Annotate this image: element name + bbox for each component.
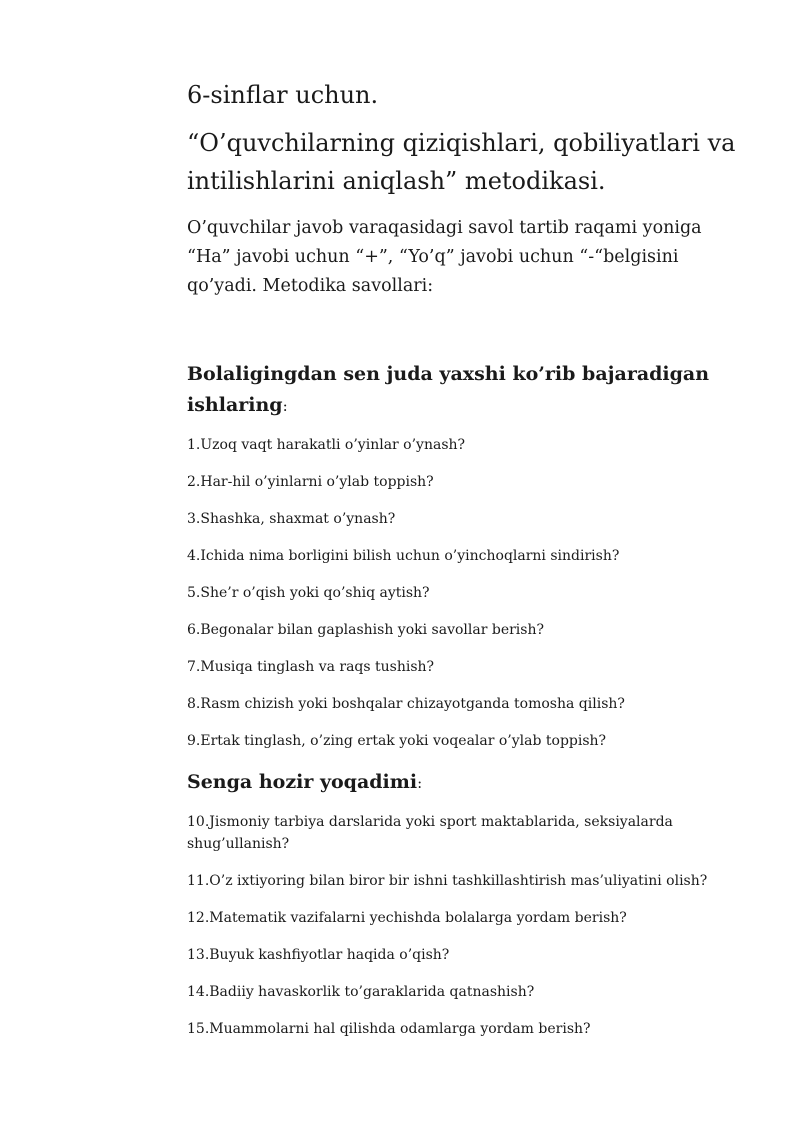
section-heading-colon: :: [417, 774, 423, 792]
question-item: 9.Ertak tinglash, o’zing ertak yoki voqealar o’ylab toppish?: [187, 733, 607, 749]
section-heading: [187, 359, 747, 422]
question-item: 7.Musiqa tinglash va raqs tushish?: [187, 659, 435, 675]
grade-title: 6-sinflar uchun.: [187, 81, 379, 109]
question-item: 15.Muammolarni hal qilishda odamlarga yordam berish?: [187, 1021, 591, 1037]
question-item: 12.Matematik vazifalarni yechishda bolalarga yordam berish?: [187, 910, 627, 926]
section-heading-colon: :: [282, 397, 288, 415]
section-heading: [187, 767, 747, 799]
intro-paragraph: O’quvchilar javob varaqasidagi savol tartib raqami yoniga “Ha” javobi uchun “+”, “Yo’q” javobi uchun “-“belgisini qo’yadi. Metodika savollari:: [187, 218, 702, 296]
question-item: 11.O’z ixtiyoring bilan biror bir ishni tashkillashtirish mas’uliyatini olish?: [187, 873, 708, 889]
section-heading-text: Senga hozir yoqadimi: [187, 771, 418, 793]
section-childhood: [187, 359, 747, 752]
question-item: 2.Har-hil o’yinlarni o’ylab toppish?: [187, 474, 434, 490]
question-item: 8.Rasm chizish yoki boshqalar chizayotganda tomosha qilish?: [187, 696, 625, 712]
method-title: “O’quvchilarning qiziqishlari, qobiliyatlari va intilishlarini aniqlash” metodikasi.: [187, 129, 736, 195]
section-current-interests: [187, 767, 747, 1040]
question-item: 10.Jismoniy tarbiya darslarida yoki sport maktablarida, seksiyalarda shug’ullanish?: [187, 814, 673, 852]
document-page: [187, 78, 747, 1055]
question-item: 1.Uzoq vaqt harakatli o’yinlar o’ynash?: [187, 437, 466, 453]
section-heading-text: Bolaligingdan sen juda yaxshi ko’rib bajaradigan ishlaring: [187, 363, 710, 416]
question-item: 13.Buyuk kashfiyotlar haqida o’qish?: [187, 947, 450, 963]
question-list: [187, 434, 747, 752]
question-item: 5.She’r o’qish yoki qo’shiq aytish?: [187, 585, 430, 601]
question-item: 14.Badiiy havaskorlik to’garaklarida qatnashish?: [187, 984, 535, 1000]
question-item: 6.Begonalar bilan gaplashish yoki savollar berish?: [187, 622, 544, 638]
question-item: 3.Shashka, shaxmat o’ynash?: [187, 511, 396, 527]
question-list: [187, 811, 747, 1040]
question-item: 4.Ichida nima borligini bilish uchun o’yinchoqlarni sindirish?: [187, 548, 620, 564]
